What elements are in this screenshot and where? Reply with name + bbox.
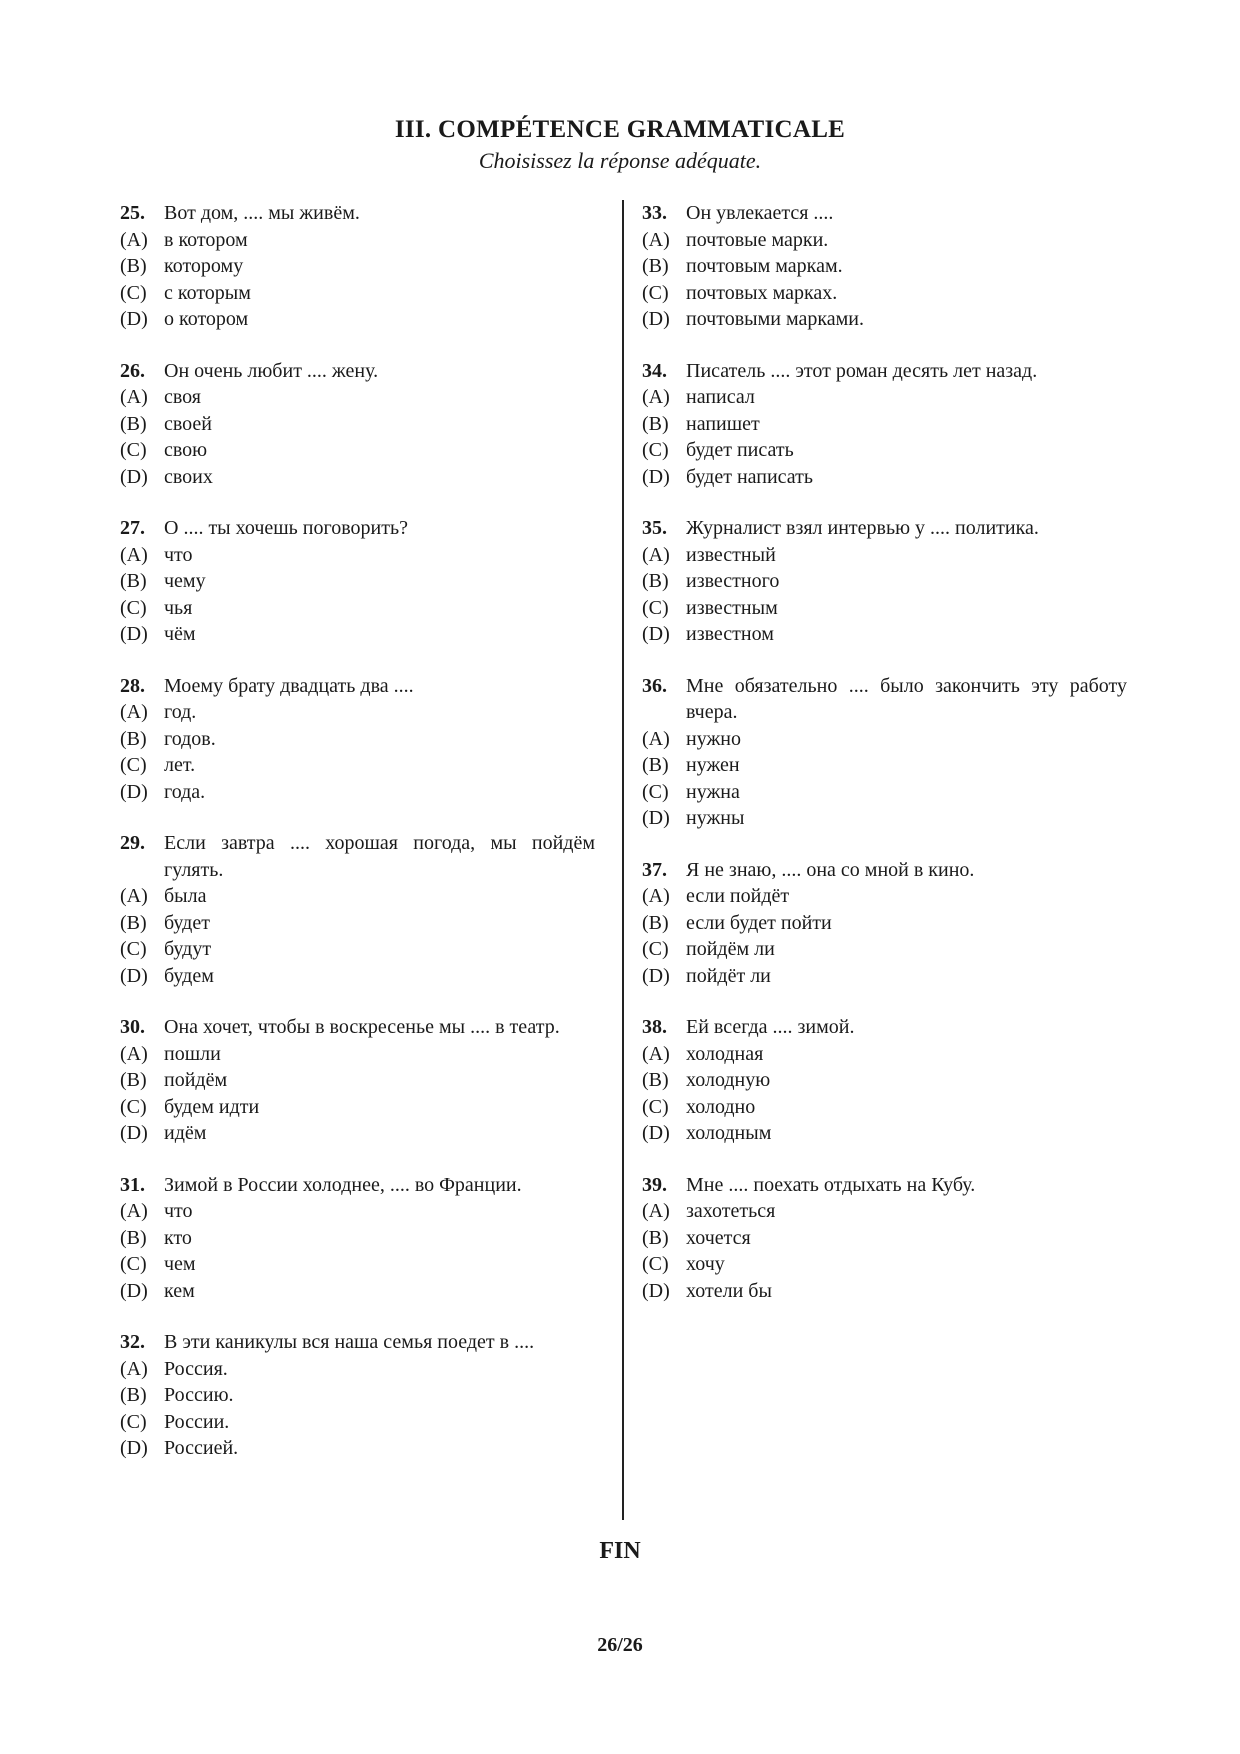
answer-option — [120, 752, 595, 779]
answer-option — [642, 963, 1127, 990]
option-text: пойдёт ли — [686, 964, 771, 987]
option-text: будет написать — [686, 465, 814, 488]
instructions: Choisissez la réponse adéquate. — [478, 148, 762, 173]
answer-option — [120, 1067, 595, 1094]
answer-option — [642, 1278, 1127, 1305]
option-text: Россией. — [164, 1437, 239, 1459]
question-block — [120, 200, 595, 333]
option-text: известным — [686, 596, 778, 619]
option-text: с которым — [164, 281, 251, 304]
option-text: России. — [164, 1410, 230, 1433]
question-block — [642, 857, 1127, 990]
question-number: 29. — [120, 832, 145, 854]
answer-option — [642, 883, 1127, 910]
option-text: чем — [164, 1253, 196, 1275]
question-block — [642, 673, 1127, 832]
option-text: если пойдёт — [686, 885, 790, 907]
answer-option — [120, 936, 595, 963]
option-text: Россию. — [164, 1384, 234, 1406]
option-label: (A) — [642, 1200, 670, 1222]
answer-option — [642, 1094, 1127, 1121]
option-label: (D) — [120, 1122, 148, 1144]
question-block — [120, 673, 595, 806]
option-text: чья — [164, 596, 193, 619]
option-text: написал — [686, 386, 755, 408]
option-text: если будет пойти — [686, 911, 832, 934]
option-text: нужно — [686, 727, 741, 750]
option-text: холодную — [686, 1069, 771, 1091]
answer-option — [642, 411, 1127, 438]
question-text: О .... ты хочешь поговорить? — [164, 517, 408, 539]
answer-option — [120, 411, 595, 438]
option-text: пойдём ли — [686, 938, 775, 960]
page-number: 26/26 — [597, 1634, 643, 1656]
question-text: Я не знаю, .... она со мной в кино. — [686, 858, 975, 881]
answer-option — [642, 464, 1127, 491]
question-stem — [120, 673, 595, 700]
option-text: захотеться — [686, 1200, 776, 1222]
answer-option — [642, 306, 1127, 333]
question-number: 37. — [642, 858, 667, 881]
answer-option — [642, 1067, 1127, 1094]
question-block — [642, 1014, 1127, 1147]
option-label: (B) — [642, 911, 669, 934]
option-text: хотели бы — [686, 1279, 772, 1302]
answer-option — [642, 1225, 1127, 1252]
option-text: почтовых марках. — [686, 281, 838, 304]
option-text: будем идти — [164, 1095, 260, 1118]
option-text: своих — [164, 465, 213, 488]
answer-option — [120, 384, 595, 411]
answer-option — [120, 1435, 595, 1462]
answer-option — [642, 1198, 1127, 1225]
question-number: 25. — [120, 202, 145, 224]
answer-option — [642, 595, 1127, 622]
option-text: была — [164, 885, 207, 907]
option-text: напишет — [686, 412, 760, 435]
option-text: нужны — [686, 807, 745, 829]
answer-option — [120, 568, 595, 595]
answer-option — [642, 384, 1127, 411]
option-label: (B) — [120, 412, 147, 435]
option-label: (A) — [120, 543, 148, 566]
answer-option — [642, 621, 1127, 648]
question-number: 30. — [120, 1016, 145, 1038]
question-text: Писатель .... этот роман десять лет назад. — [686, 359, 1038, 382]
answer-option — [642, 227, 1127, 254]
answer-option — [120, 1041, 595, 1068]
option-text: холодным — [686, 1122, 772, 1144]
question-text: Он увлекается .... — [686, 202, 834, 224]
option-text: чему — [164, 570, 206, 592]
answer-option — [642, 437, 1127, 464]
answer-option — [120, 883, 595, 910]
question-text: Журналист взял интервью у .... политика. — [686, 517, 1039, 539]
option-label: (B) — [120, 1226, 147, 1249]
option-label: (D) — [120, 623, 148, 645]
option-label: (B) — [642, 1226, 669, 1249]
answer-option — [642, 542, 1127, 569]
option-label: (A) — [642, 543, 670, 566]
option-text: пошли — [164, 1042, 221, 1065]
option-text: о котором — [164, 308, 249, 330]
question-text: Он очень любит .... жену. — [164, 359, 379, 382]
option-text: холодная — [686, 1042, 764, 1065]
answer-option — [642, 752, 1127, 779]
option-label: (D) — [642, 807, 670, 829]
option-text: хочется — [686, 1226, 751, 1249]
option-text: известном — [686, 623, 774, 645]
option-text: почтовым маркам. — [686, 255, 843, 277]
option-label: (A) — [120, 1200, 148, 1222]
option-label: (B) — [120, 1069, 147, 1091]
option-text: в котором — [164, 228, 248, 251]
answer-option — [642, 726, 1127, 753]
option-text: года. — [164, 780, 206, 803]
option-text: Россия. — [164, 1357, 228, 1380]
question-number: 33. — [642, 202, 667, 224]
answer-option — [120, 621, 595, 648]
option-label: (B) — [642, 1069, 669, 1091]
answer-option — [120, 1198, 595, 1225]
option-text: известного — [686, 570, 780, 592]
answer-option — [642, 1251, 1127, 1278]
option-label: (A) — [120, 701, 148, 723]
option-text: нужен — [686, 754, 740, 776]
question-text: Мне .... поехать отдыхать на Кубу. — [686, 1173, 976, 1196]
question-block — [642, 200, 1127, 333]
option-label: (C) — [642, 780, 669, 803]
answer-option — [120, 699, 595, 726]
option-label: (A) — [642, 885, 670, 907]
option-label: (D) — [120, 1437, 148, 1459]
option-label: (B) — [120, 570, 147, 592]
answer-option — [120, 726, 595, 753]
question-stem — [120, 1172, 595, 1199]
option-text: будет писать — [686, 439, 794, 461]
question-text: В эти каникулы вся наша семья поедет в .... — [164, 1331, 535, 1353]
option-label: (C) — [120, 938, 147, 960]
answer-option — [120, 1094, 595, 1121]
option-label: (D) — [120, 308, 148, 330]
option-label: (C) — [642, 1095, 669, 1118]
option-label: (B) — [120, 255, 147, 277]
option-label: (D) — [642, 623, 670, 645]
answer-option — [642, 1120, 1127, 1147]
question-stem — [120, 1329, 595, 1356]
question-text: Зимой в России холоднее, .... во Франции. — [164, 1173, 522, 1196]
question-block — [120, 358, 595, 491]
option-label: (D) — [642, 964, 670, 987]
answer-option — [642, 568, 1127, 595]
question-stem — [120, 515, 595, 542]
question-stem — [120, 200, 595, 227]
option-text: хочу — [686, 1253, 725, 1275]
question-number: 34. — [642, 359, 667, 382]
option-text: своей — [164, 412, 213, 435]
option-label: (C) — [120, 754, 147, 776]
question-text: Если завтра .... хорошая погода, мы пойдём гулять. — [164, 832, 595, 881]
answer-option — [120, 542, 595, 569]
option-text: холодно — [686, 1095, 756, 1118]
option-text: будем — [164, 964, 214, 987]
question-text: Вот дом, .... мы живём. — [164, 202, 360, 224]
answer-option — [120, 1409, 595, 1436]
option-label: (A) — [120, 1042, 148, 1065]
option-text: которому — [164, 255, 244, 277]
option-text: кто — [164, 1226, 192, 1249]
question-block — [642, 358, 1127, 491]
section-title: III. COMPÉTENCE GRAMMATICALE — [394, 116, 846, 143]
right-question-column — [642, 200, 1127, 1329]
answer-option — [120, 1382, 595, 1409]
question-stem — [642, 673, 1127, 726]
answer-option — [120, 1356, 595, 1383]
option-label: (C) — [642, 439, 669, 461]
option-label: (A) — [642, 228, 670, 251]
answer-option — [120, 1278, 595, 1305]
option-label: (A) — [120, 228, 148, 251]
option-label: (B) — [120, 1384, 147, 1406]
option-label: (C) — [120, 596, 147, 619]
option-text: идём — [164, 1122, 207, 1144]
option-label: (C) — [642, 596, 669, 619]
question-block — [120, 515, 595, 648]
question-number: 36. — [642, 674, 667, 697]
column-divider — [622, 200, 624, 1520]
question-number: 35. — [642, 517, 667, 539]
option-label: (D) — [642, 465, 670, 488]
option-label: (D) — [642, 1122, 670, 1144]
option-label: (B) — [642, 570, 669, 592]
option-text: будут — [164, 938, 212, 960]
question-block — [120, 1329, 595, 1462]
option-label: (C) — [120, 1253, 147, 1275]
question-stem — [120, 358, 595, 385]
option-label: (B) — [120, 911, 147, 934]
answer-option — [120, 464, 595, 491]
option-text: известный — [686, 543, 776, 566]
left-question-column — [120, 200, 595, 1487]
option-text: годов. — [164, 727, 216, 750]
answer-option — [120, 595, 595, 622]
option-label: (A) — [642, 386, 670, 408]
question-block — [120, 1014, 595, 1147]
answer-option — [120, 227, 595, 254]
question-block — [120, 830, 595, 989]
option-label: (B) — [642, 412, 669, 435]
answer-option — [120, 779, 595, 806]
question-number: 39. — [642, 1173, 667, 1196]
answer-option — [120, 1251, 595, 1278]
option-label: (D) — [120, 465, 148, 488]
option-text: лет. — [164, 754, 196, 776]
option-label: (D) — [120, 1279, 148, 1302]
option-label: (A) — [120, 1357, 148, 1380]
answer-option — [120, 306, 595, 333]
answer-option — [642, 910, 1127, 937]
question-stem — [120, 830, 595, 883]
question-block — [120, 1172, 595, 1305]
option-label: (D) — [120, 780, 148, 803]
option-label: (C) — [642, 1253, 669, 1275]
answer-option — [120, 280, 595, 307]
question-block — [642, 1172, 1127, 1305]
answer-option — [642, 253, 1127, 280]
option-label: (A) — [642, 1042, 670, 1065]
answer-option — [120, 1120, 595, 1147]
option-text: пойдём — [164, 1069, 228, 1091]
option-label: (B) — [120, 727, 147, 750]
option-text: год. — [164, 701, 197, 723]
option-label: (A) — [120, 885, 148, 907]
question-stem — [642, 515, 1127, 542]
answer-option — [120, 253, 595, 280]
answer-option — [642, 936, 1127, 963]
option-label: (C) — [120, 1095, 147, 1118]
question-stem — [642, 358, 1127, 385]
option-label: (D) — [120, 964, 148, 987]
question-stem — [642, 857, 1127, 884]
option-label: (D) — [642, 1279, 670, 1302]
answer-option — [120, 910, 595, 937]
option-label: (D) — [642, 308, 670, 330]
option-text: почтовыми марками. — [686, 308, 865, 330]
question-stem — [120, 1014, 595, 1041]
option-label: (A) — [642, 727, 670, 750]
question-text: Мне обязательно .... было закончить эту работу вчера. — [686, 674, 1127, 723]
option-text: что — [164, 543, 193, 566]
option-text: почтовые марки. — [686, 228, 829, 251]
option-text: кем — [164, 1279, 195, 1302]
question-text: Она хочет, чтобы в воскресенье мы .... в театр. — [164, 1016, 560, 1038]
question-text: Ей всегда .... зимой. — [686, 1016, 855, 1038]
option-text: нужна — [686, 780, 740, 803]
question-number: 28. — [120, 674, 145, 697]
question-number: 27. — [120, 517, 145, 539]
question-stem — [642, 1172, 1127, 1199]
option-text: будет — [164, 911, 210, 934]
question-block — [642, 515, 1127, 648]
answer-option — [642, 805, 1127, 832]
question-text: Моему брату двадцать два .... — [164, 674, 414, 697]
option-label: (B) — [642, 255, 669, 277]
option-label: (C) — [642, 938, 669, 960]
answer-option — [120, 1225, 595, 1252]
option-label: (A) — [120, 386, 148, 408]
option-label: (C) — [120, 439, 147, 461]
question-number: 26. — [120, 359, 145, 382]
answer-option — [642, 280, 1127, 307]
option-label: (C) — [120, 281, 147, 304]
answer-option — [642, 1041, 1127, 1068]
option-label: (C) — [120, 1410, 147, 1433]
question-stem — [642, 1014, 1127, 1041]
answer-option — [120, 963, 595, 990]
option-text: что — [164, 1200, 193, 1222]
question-number: 31. — [120, 1173, 145, 1196]
option-label: (B) — [642, 754, 669, 776]
option-label: (C) — [642, 281, 669, 304]
end-marker: FIN — [599, 1538, 641, 1564]
question-number: 38. — [642, 1016, 667, 1038]
answer-option — [120, 437, 595, 464]
option-text: свою — [164, 439, 208, 461]
option-text: чём — [164, 623, 196, 645]
answer-option — [642, 779, 1127, 806]
question-stem — [642, 200, 1127, 227]
option-text: своя — [164, 386, 202, 408]
question-number: 32. — [120, 1331, 145, 1353]
